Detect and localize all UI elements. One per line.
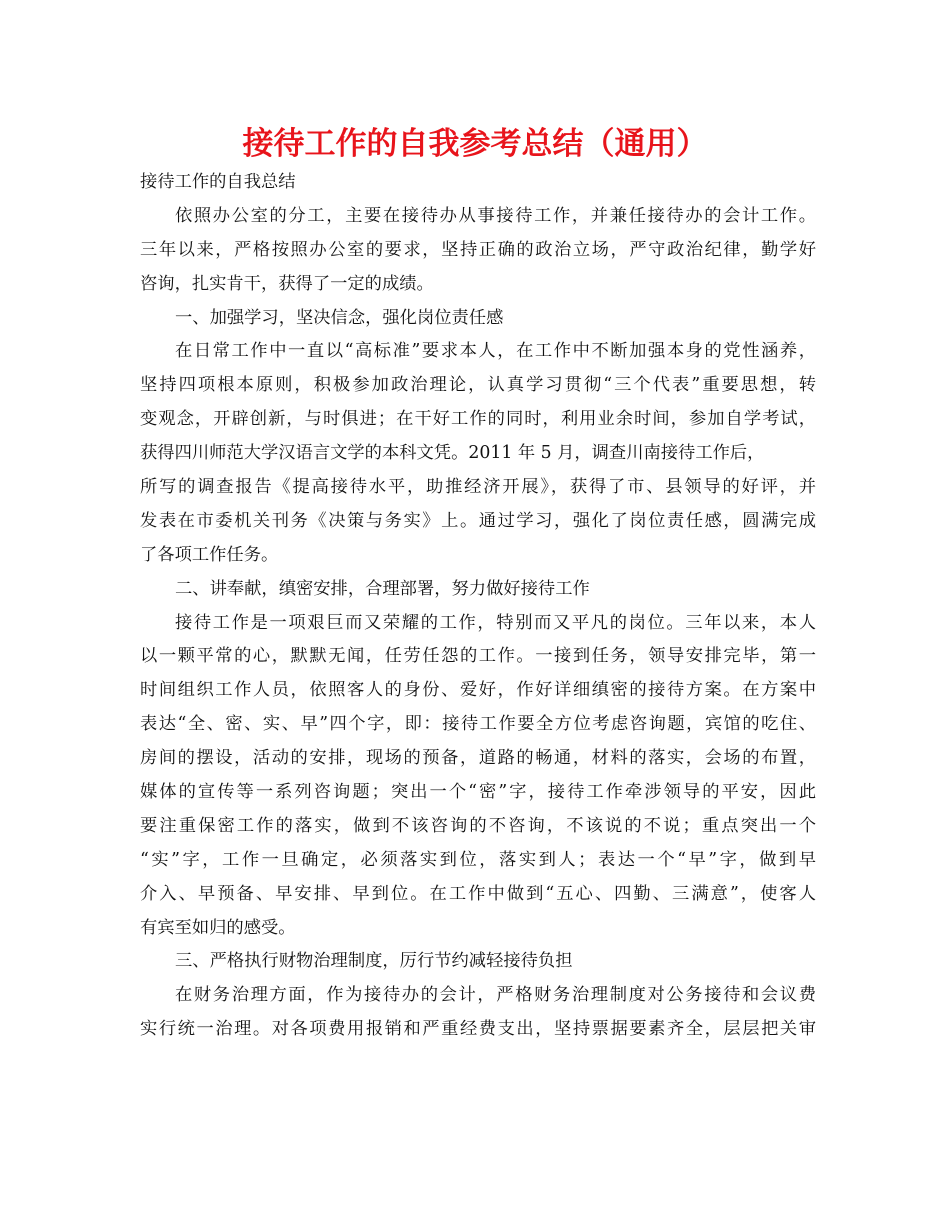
text-line: 表达“全、密、实、早”四个字，即：接待工作要全方位考虑咨询题，宾馆的吃住、 <box>140 714 816 735</box>
text-line: 有宾至如归的感受。 <box>140 917 296 938</box>
text-line: 时间组织工作人员，依照客人的身份、爱好，作好详细缜密的接待方案。在方案中 <box>140 680 816 701</box>
text-line: 实行统一治理。对各项费用报销和严重经费支出，坚持票据要素齐全，层层把关审 <box>140 1019 816 1040</box>
text-line: 一、加强学习，坚决信念，强化岗位责任感 <box>175 307 504 328</box>
text-line: 在财务治理方面，作为接待办的会计，严格财务治理制度对公务接待和会议费 <box>175 985 816 1006</box>
document-body <box>140 166 816 1047</box>
text-line: 三、严格执行财物治理制度，厉行节约减轻接待负担 <box>175 951 573 972</box>
text-line: 所写的调查报告《提高接待水平，助推经济开展》，获得了市、县领导的好评，并 <box>140 477 816 498</box>
document-title: 接待工作的自我参考总结（通用） <box>242 126 708 162</box>
text-line: 变观念，开辟创新，与时俱进；在干好工作的同时，利用业余时间，参加自学考试， <box>140 409 816 430</box>
text-line: 发表在市委机关刊务《决策与务实》上。通过学习，强化了岗位责任感，圆满完成 <box>140 510 816 531</box>
text-line: 房间的摆设，活动的安排，现场的预备，道路的畅通，材料的落实，会场的布置， <box>140 748 816 769</box>
text-line: 介入、早预备、早安排、早到位。在工作中做到“五心、四勤、三满意”，使客人 <box>140 883 816 904</box>
text-line: 媒体的宣传等一系列咨询题；突出一个“密”字，接待工作牵涉领导的平安，因此 <box>140 782 816 803</box>
text-line: 依照办公室的分工，主要在接待办从事接待工作，并兼任接待办的会计工作。 <box>175 205 816 226</box>
text-line: “实”字，工作一旦确定，必须落实到位，落实到人；表达一个“早”字，做到早 <box>140 849 816 870</box>
text-line: 了各项工作任务。 <box>140 544 279 565</box>
text-line: 咨询，扎实肯干，获得了一定的成绩。 <box>140 273 434 294</box>
text-line: 在日常工作中一直以“高标准”要求本人，在工作中不断加强本身的党性涵养， <box>175 341 816 362</box>
text-line: 接待工作的自我总结 <box>140 172 296 192</box>
text-line: 三年以来，严格按照办公室的要求，坚持正确的政治立场，严守政治纪律，勤学好 <box>140 239 816 260</box>
text-line: 以一颗平常的心，默默无闻，任劳任怨的工作。一接到任务，领导安排完毕，第一 <box>140 646 816 667</box>
text-line: 获得四川师范大学汉语言文学的本科文凭。2011 年 5 月，调查川南接待工作后， <box>140 443 765 464</box>
text-line: 要注重保密工作的落实，做到不该咨询的不咨询，不该说的不说；重点突出一个 <box>140 815 816 836</box>
text-line: 接待工作是一项艰巨而又荣耀的工作，特别而又平凡的岗位。三年以来，本人 <box>175 612 816 633</box>
text-line: 二、讲奉献，缜密安排，合理部署，努力做好接待工作 <box>175 578 590 599</box>
text-line: 坚持四项根本原则，积极参加政治理论，认真学习贯彻“三个代表”重要思想，转 <box>140 375 816 396</box>
